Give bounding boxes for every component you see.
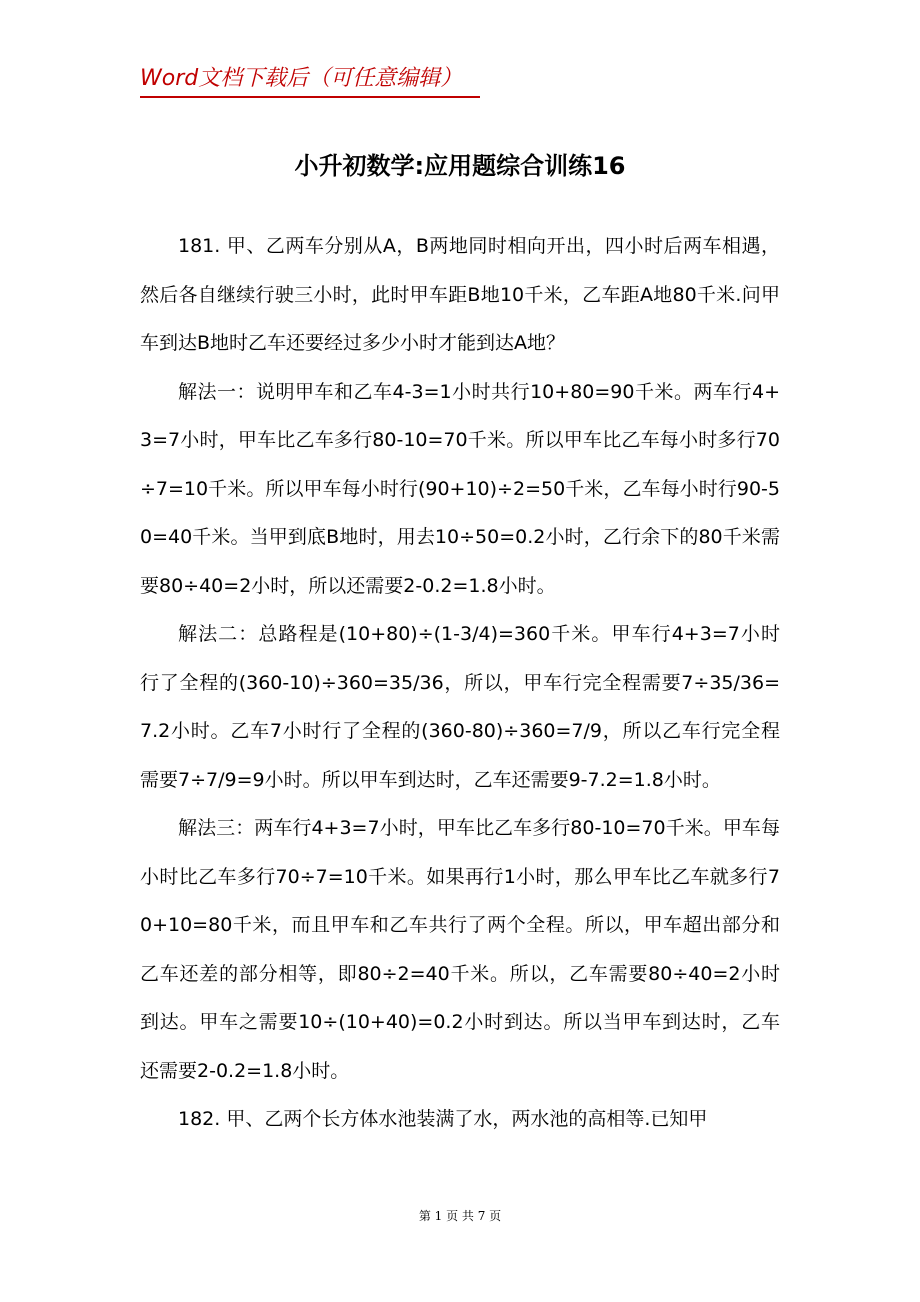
document-body	[140, 222, 780, 1144]
download-banner-text: Word文档下载后（可任意编辑）	[140, 66, 463, 91]
problem-182-paragraph: 182. 甲、乙两个长方体水池装满了水，两水池的高相等.已知甲	[178, 1108, 708, 1130]
document-title: 小升初数学:应用题综合训练16	[294, 152, 626, 180]
download-banner	[140, 62, 480, 98]
solution-two-paragraph: 解法二：总路程是(10+80)÷(1-3/4)=360千米。甲车行4+3=7小时行了全程的(360-10)÷360=35/36，所以，甲车行完全程需要7÷35/36=7.2小时。乙车7小时行了全程的(360-80)÷360=7/9，所以乙车行完全程需要7÷7/9=9小时。所以甲车到达时，乙车还需要9-7.2=1.8小时。	[140, 623, 780, 791]
solution-three-paragraph: 解法三：两车行4+3=7小时，甲车比乙车多行80-10=70千米。甲车每小时比乙车多行70÷7=10千米。如果再行1小时，那么甲车比乙车就多行70+10=80千米，而且甲车和乙车共行了两个全程。所以，甲车超出部分和乙车还差的部分相等，即80÷2=40千米。所以，乙车需要80÷40=2小时到达。甲车之需要10÷(10+40)=0.2小时到达。所以当甲车到达时，乙车还需要2-0.2=1.8小时。	[140, 817, 780, 1082]
problem-181-paragraph: 181. 甲、乙两车分别从A，B两地同时相向开出，四小时后两车相遇，然后各自继续行驶三小时，此时甲车距B地10千米，乙车距A地80千米.问甲车到达B地时乙车还要经过多少小时才能到达A地？	[140, 235, 780, 354]
page-footer: 第 1 页 共 7 页	[418, 1209, 502, 1223]
solution-one-paragraph: 解法一：说明甲车和乙车4-3=1小时共行10+80=90千米。两车行4+3=7小时，甲车比乙车多行80-10=70千米。所以甲车比乙车每小时多行70÷7=10千米。所以甲车每小时行(90+10)÷2=50千米，乙车每小时行90-50=40千米。当甲到底B地时，用去10÷50=0.2小时，乙行余下的80千米需要80÷40=2小时，所以还需要2-0.2=1.8小时。	[140, 380, 780, 597]
